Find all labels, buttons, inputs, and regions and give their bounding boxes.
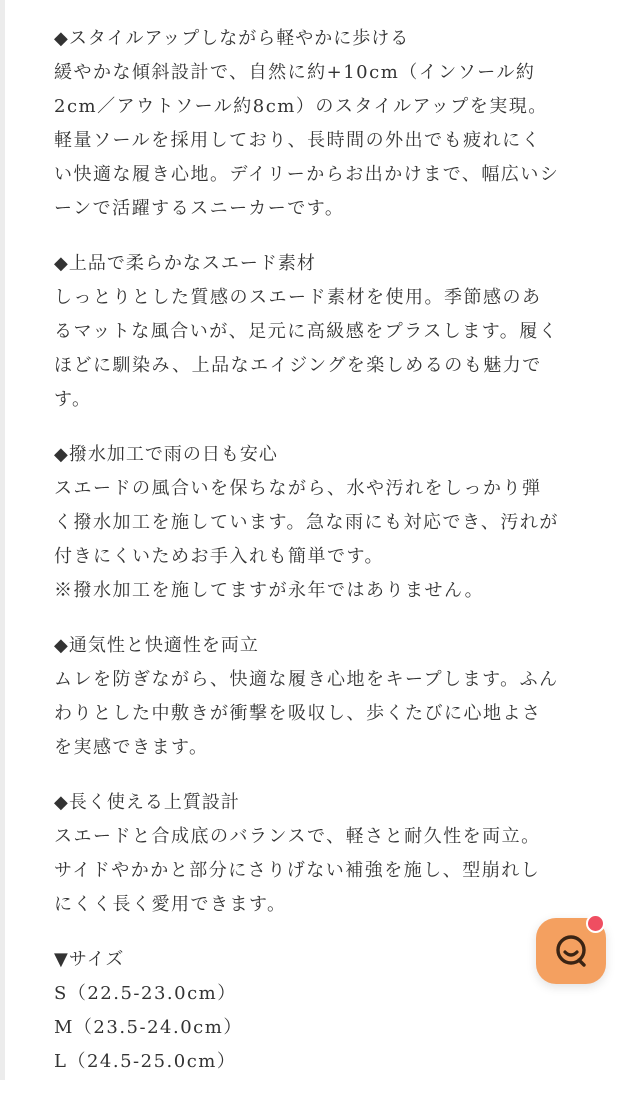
size-section: [54, 943, 594, 1099]
product-description: [54, 22, 594, 1120]
feature-text-line: にくく長く愛用できます。: [54, 894, 287, 915]
feature-text-line: るマットな風合いが、足元に高級感をプラスします。履く: [54, 321, 559, 342]
chat-bubble-smile-icon: [551, 931, 591, 971]
feature-heading: ◆通気性と快適性を両立: [54, 635, 259, 656]
feature-text-line: 緩やかな傾斜設計で、自然に約+10cm（インソール約: [54, 62, 536, 83]
feature-text-line: スエードと合成底のバランスで、軽さと耐久性を両立。: [54, 826, 541, 847]
feature-text-line: ほどに馴染み、上品なエイジングを楽しめるのも魅力で: [54, 355, 542, 376]
feature-section-style-up: [54, 22, 594, 226]
feature-text-line: を実感できます。: [54, 737, 209, 758]
feature-text-line: い快適な履き心地。デイリーからお出かけまで、幅広いシ: [54, 164, 560, 185]
feature-heading: ◆スタイルアップしながら軽やかに歩ける: [54, 28, 410, 49]
feature-text-line: 2cm／アウトソール約8cm）のスタイルアップを実現。: [54, 96, 548, 117]
feature-text-line: す。: [54, 389, 92, 410]
feature-text-line: わりとした中敷きが衝撃を吸収し、歩くたびに心地よさ: [54, 703, 542, 724]
cut-off-text-line: [54, 1079, 594, 1099]
feature-text-line: ーンで活躍するスニーカーです。: [54, 198, 345, 219]
feature-section-suede: [54, 247, 594, 417]
size-item: M（23.5-24.0cm）: [54, 1017, 243, 1038]
feature-heading: ◆撥水加工で雨の日も安心: [54, 444, 278, 465]
feature-text-line: 軽量ソールを採用しており、長時間の外出でも疲れにく: [54, 130, 542, 151]
feature-text-line: しっとりとした質感のスエード素材を使用。季節感のあ: [54, 287, 542, 308]
feature-section-breathability: [54, 629, 594, 765]
feature-text-line: ムレを防ぎながら、快適な履き心地をキープします。ふん: [54, 669, 559, 690]
feature-section-water-repellent: [54, 438, 594, 608]
page-left-border: [0, 0, 5, 1080]
feature-heading: ◆長く使える上質設計: [54, 792, 240, 813]
feature-text-line: ※撥水加工を施してますが永年ではありません。: [54, 580, 485, 601]
feature-text-line: サイドやかかと部分にさりげない補強を施し、型崩れし: [54, 860, 541, 881]
size-heading: ▼サイズ: [54, 949, 125, 970]
feature-text-line: 付きにくいためお手入れも簡単です。: [54, 546, 385, 567]
size-item: S（22.5-23.0cm）: [54, 983, 237, 1004]
size-item: L（24.5-25.0cm）: [54, 1051, 237, 1072]
notification-badge: [586, 914, 605, 933]
feature-text-line: スエードの風合いを保ちながら、水や汚れをしっかり弾: [54, 478, 542, 499]
feature-section-durability: [54, 786, 594, 922]
feature-heading: ◆上品で柔らかなスエード素材: [54, 253, 316, 274]
feature-text-line: く撥水加工を施しています。急な雨にも対応でき、汚れが: [54, 512, 559, 533]
